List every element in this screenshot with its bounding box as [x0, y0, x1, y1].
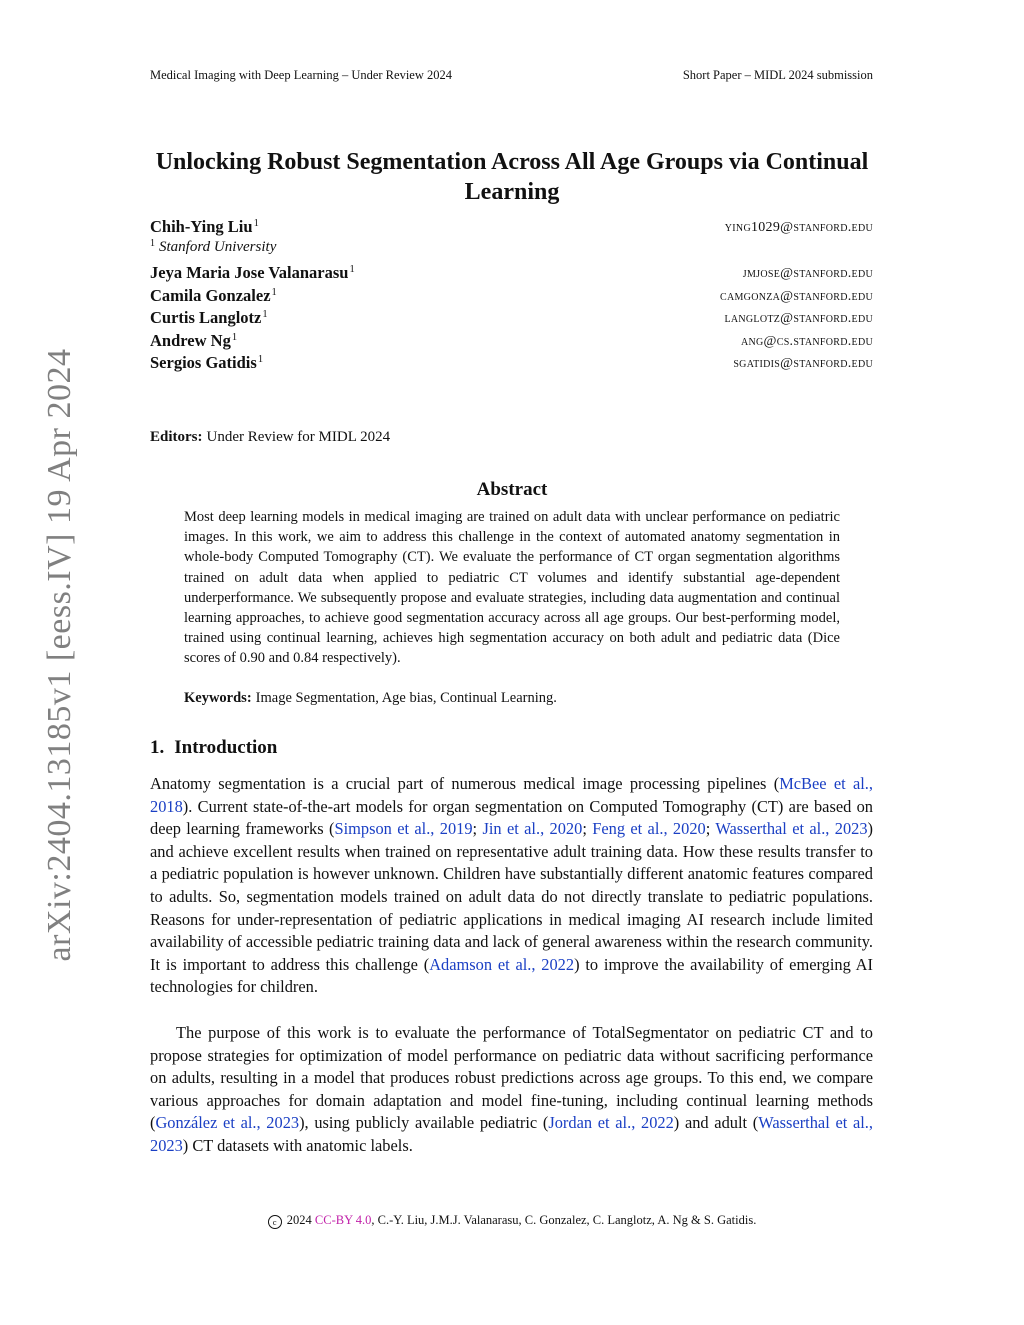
author-email[interactable]: langlotz@stanford.edu: [724, 311, 873, 326]
intro-paragraph-2: The purpose of this work is to evaluate the performance of TotalSegmentator on pediatric CT and to propose strategies for optimization of model performance on pediatric data without sacrificing performance on adults, resulting in a model that produces robust predictions across age groups. To this end, we compare various approaches for domain adaptation and model fine-tuning, including continual learning methods (González et al., 2023), using publicly available pediatric (Jordan et al., 2022) and adult (Wasserthal et al., 2023) CT datasets with anatomic labels.: [150, 1023, 874, 1155]
author-email[interactable]: sgatidis@stanford.edu: [733, 356, 873, 371]
editors-line: [150, 429, 390, 446]
license-link[interactable]: CC-BY 4.0: [314, 1213, 372, 1227]
citation-link[interactable]: Wasserthal et al., 2023: [150, 1113, 874, 1155]
running-header-right: Short Paper – MIDL 2024 submission: [682, 68, 873, 82]
editors-value: Under Review for MIDL 2024: [206, 429, 391, 445]
author-email[interactable]: camgonza@stanford.edu: [719, 289, 873, 304]
citation-link[interactable]: Feng et al., 2020: [592, 819, 706, 839]
editors-label: Editors:: [150, 429, 203, 445]
abstract-body: Most deep learning models in medical imaging are trained on adult data with unclear performance on pediatric images. In this work, we aim to address this challenge in the context of automated anatomy segmentation in whole-body Computed Tomography (CT). We evaluate the performance of CT organ segmentation algorithms trained on adult data when applied to pediatric CT volumes and identify substantial age-dependent underperformance. We subsequently propose and evaluate strategies, including data augmentation and continual learning approaches, to achieve good segmentation accuracy across all age groups. Our best-performing model, trained using continual learning, achieves high segmentation accuracy on both adult and pediatric data (Dice scores of 0.90 and 0.84 respectively).: [184, 509, 840, 667]
intro-paragraph-1: Anatomy segmentation is a crucial part of numerous medical image processing pipelines (McBee et al., 2018). Current state-of-the-art models for organ segmentation on Computed Tomography (CT) are based on deep learning frameworks (Simpson et al., 2019; Jin et al., 2020; Feng et al., 2020; Wasserthal et al., 2023) and achieve excellent results when trained on representative adult training data. How these results transfer to a pediatric population is however unknown. Children have substantially different anatomic features compared to adults. So, segmentation models trained on adult data do not directly translate to pediatric populations. Reasons for under-representation of pediatric applications in medical imaging AI research include limited availability of accessible pediatric training data and lack of general awareness within the research community. It is important to address this challenge (Adamson et al., 2022) to improve the availability of emerging AI technologies for children.: [150, 774, 874, 997]
author-row: [150, 217, 873, 239]
author-name: Sergios Gatidis$^1$: [150, 353, 264, 372]
citation-link[interactable]: Simpson et al., 2019: [334, 819, 473, 839]
section-number: 1.: [150, 737, 165, 758]
author-email[interactable]: ang@cs.stanford.edu: [740, 334, 873, 349]
author-row: [150, 331, 873, 353]
author-name: Chih-Ying Liu$^1$: [150, 217, 259, 236]
author-row: [150, 286, 873, 308]
author-row: [150, 308, 873, 330]
citation-link[interactable]: Wasserthal et al., 2023: [715, 819, 868, 839]
affiliation: $^1$ Stanford University: [150, 238, 277, 255]
author-email[interactable]: ying1029@stanford.edu: [724, 220, 873, 235]
citation-link[interactable]: González et al., 2023: [155, 1113, 300, 1133]
running-header-left: Medical Imaging with Deep Learning – Under Review 2024: [150, 68, 452, 82]
author-name: Curtis Langlotz$^1$: [150, 308, 268, 327]
citation-link[interactable]: Jin et al., 2020: [482, 819, 583, 839]
copyright-icon: c: [268, 1215, 282, 1229]
author-name: Camila Gonzalez$^1$: [150, 286, 277, 305]
author-name: Jeya Maria Jose Valanarasu$^1$: [150, 263, 355, 282]
abstract-heading: Abstract: [476, 479, 548, 500]
author-email[interactable]: jmjose@stanford.edu: [742, 266, 873, 281]
keywords-label: Keywords:: [184, 690, 252, 706]
footer-year: 2024: [286, 1213, 312, 1227]
arxiv-identifier-stamp: arXiv:2404.13185v1 [eess.IV] 19 Apr 2024: [41, 348, 78, 962]
citation-link[interactable]: Adamson et al., 2022: [429, 954, 575, 974]
citation-link[interactable]: McBee et al., 2018: [150, 774, 873, 816]
author-row: [150, 353, 873, 375]
copyright-footer: [0, 1213, 1024, 1229]
footer-authors: , C.-Y. Liu, J.M.J. Valanarasu, C. Gonzalez, C. Langlotz, A. Ng & S. Gatidis.: [371, 1213, 757, 1227]
author-row: [150, 263, 873, 285]
section-title: Introduction: [174, 737, 278, 758]
author-name: Andrew Ng$^1$: [150, 331, 238, 350]
keywords-value: Image Segmentation, Age bias, Continual Learning.: [255, 690, 557, 706]
keywords-line: [184, 688, 840, 708]
citation-link[interactable]: Jordan et al., 2022: [548, 1113, 674, 1133]
section-heading: [150, 737, 277, 759]
paper-title: Unlocking Robust Segmentation Across All Age Groups via Continual Learning: [155, 149, 869, 205]
